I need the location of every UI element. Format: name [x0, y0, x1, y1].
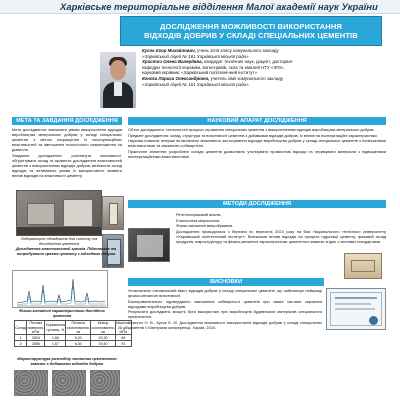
author-line: Кусок Єгор Михайлович, учень 10-Б класу комунального закладу — [142, 48, 279, 53]
xrd-chart-svg — [13, 271, 109, 309]
xrd-chart — [12, 270, 108, 308]
research-photo — [128, 228, 170, 262]
certificate-image — [326, 288, 386, 330]
lab-equipment-photo — [16, 190, 102, 236]
table-caption: Фізико-механічні характеристики дослідних цементів — [19, 309, 105, 318]
properties-table — [14, 320, 131, 347]
header-band — [0, 0, 400, 14]
authors-block — [142, 48, 386, 87]
sample-photo — [102, 196, 124, 230]
diploma-plate-image — [344, 253, 382, 279]
methods-text: Рентгенофазовий аналіз. Електронна мікроскопія. Фізико-механічні випробування. Дослідження проводилися з березня по вересень 2024 року на базі Національного технічного університету «Харківський політехнічний інститут». Визначали вплив відходів на процеси гідратації цементу, фазовий склад продуктів, мікроструктуру та фізико-механічні характеристики цементного каменю згідно з чинними стандартами. — [176, 212, 386, 245]
table-row: 2 2856 1,67 6,30 29,40 91 — [15, 341, 132, 347]
author-line: Конога Лариса Олександрівна, учитель хімії комунального закладу — [142, 75, 284, 81]
organization-name: Харківське територіальне відділення Малої академії наук України — [60, 2, 378, 13]
lab-caption: Лабораторне обладнання для синтезу та дослідження цементів — [20, 237, 98, 246]
table-header-row: Склад Питома поверхня, м²/кг Нормальна густина, % Початок схоплювання, хв Кінець схоплювання, хв Міцність 28 діб, МПа — [15, 321, 131, 334]
title-line-1: ДОСЛІДЖЕННЯ МОЖЛИВОСТІ ВИКОРИСТАННЯ — [160, 22, 342, 31]
section-conclusions-heading: ВИСНОВКИ — [128, 278, 324, 286]
samples-caption: Дослідження властивостей зразків. Підготовка та випробування зразків цементу з відходами добрив — [15, 247, 117, 256]
author-line: «Харківський ліцей № 161 Харківської міської ради». — [142, 53, 250, 59]
author-line: Христич Олена Валеріївна, кандидат технічних наук, доцент, докторант — [142, 59, 293, 65]
section-methods-heading: МЕТОДИ ДОСЛІДЖЕННЯ — [128, 200, 386, 208]
goal-text: Мета дослідження: визначити умови використання відходів виробництва мінеральних добрив у складі спеціальних цементів з метою покращення їх експлуатаційних властивостей та зменшення екологічного навантаження на довкілля. Завдання дослідження: розглянути можливості, обґрунтувати склад та провести дослідження властивостей цементів з використанням відходів добрив; визначити склад відходів та оптимальні умови їх використання; виявити вплив відходів на властивості цементу. — [12, 127, 122, 179]
apparatus-text: Об'єкт дослідження: технологічні процеси отримання спеціальних цементів з використанням відходів виробництва мінеральних добрив. Предмет дослідження: склад, структура та властивості цементів з добавками відходів добрив, їх вплив на експлуатаційні характеристики. Наукова новизна: вперше встановлено можливість застосування відходів виробництва добрив у складі спеціальних цементів з поліпшеними властивостями та зниженою собівартістю. Практичне значення: розроблені склади цементів дозволяють утилізувати промислові відходи та отримувати матеріали з підвищеними експлуатаційними властивостями. — [128, 127, 386, 160]
microstructure-caption: Мікроструктура розподілу частинок цементного каменю з добавками відходів добрив — [17, 356, 117, 366]
conclusions-text: Установлено оптимальний вміст відходів добрив у складі спеціальних цементів, що забезпечує найкращі фізико-механічні властивості. Експериментально підтверджено зменшення собівартості цементів при заміні частини сировини відходами виробництва добрив. Результати досліджень можуть бути використані при виробництві будівельних матеріалів спеціального призначення. Христич О. В., Кусок Є. М. Дослідження можливості використання відходів добрив у складі спеціальних цементів // Матеріали конференції. Харків, 2024. — [128, 288, 322, 331]
poster-title — [120, 16, 382, 46]
author-photo — [100, 52, 136, 108]
author-line: кафедри технології кераміки, вогнетривів, скла та емалей НТУ «ХПІ», — [142, 64, 285, 70]
microstructure-image — [52, 370, 86, 396]
section-goal-heading: МЕТА ТА ЗАВДАННЯ ДОСЛІДЖЕННЯ — [12, 117, 122, 125]
table-row: 1 2824 1,66 6,20 29,30 89 — [15, 335, 132, 341]
microstructure-image — [14, 370, 48, 396]
author-line: «Харківський ліцей № 161 Харківської міської ради». — [142, 81, 250, 87]
section-apparatus-heading: НАУКОВИЙ АПАРАТ ДОСЛІДЖЕННЯ — [128, 117, 386, 125]
microstructure-image — [90, 370, 120, 396]
author-line: науковий керівник: «Харківський політехнічний інститут» — [142, 70, 258, 76]
title-line-2: ВІДХОДІВ ДОБРИВ У СКЛАДІ СПЕЦІАЛЬНИХ ЦЕМЕНТІВ — [144, 31, 358, 40]
